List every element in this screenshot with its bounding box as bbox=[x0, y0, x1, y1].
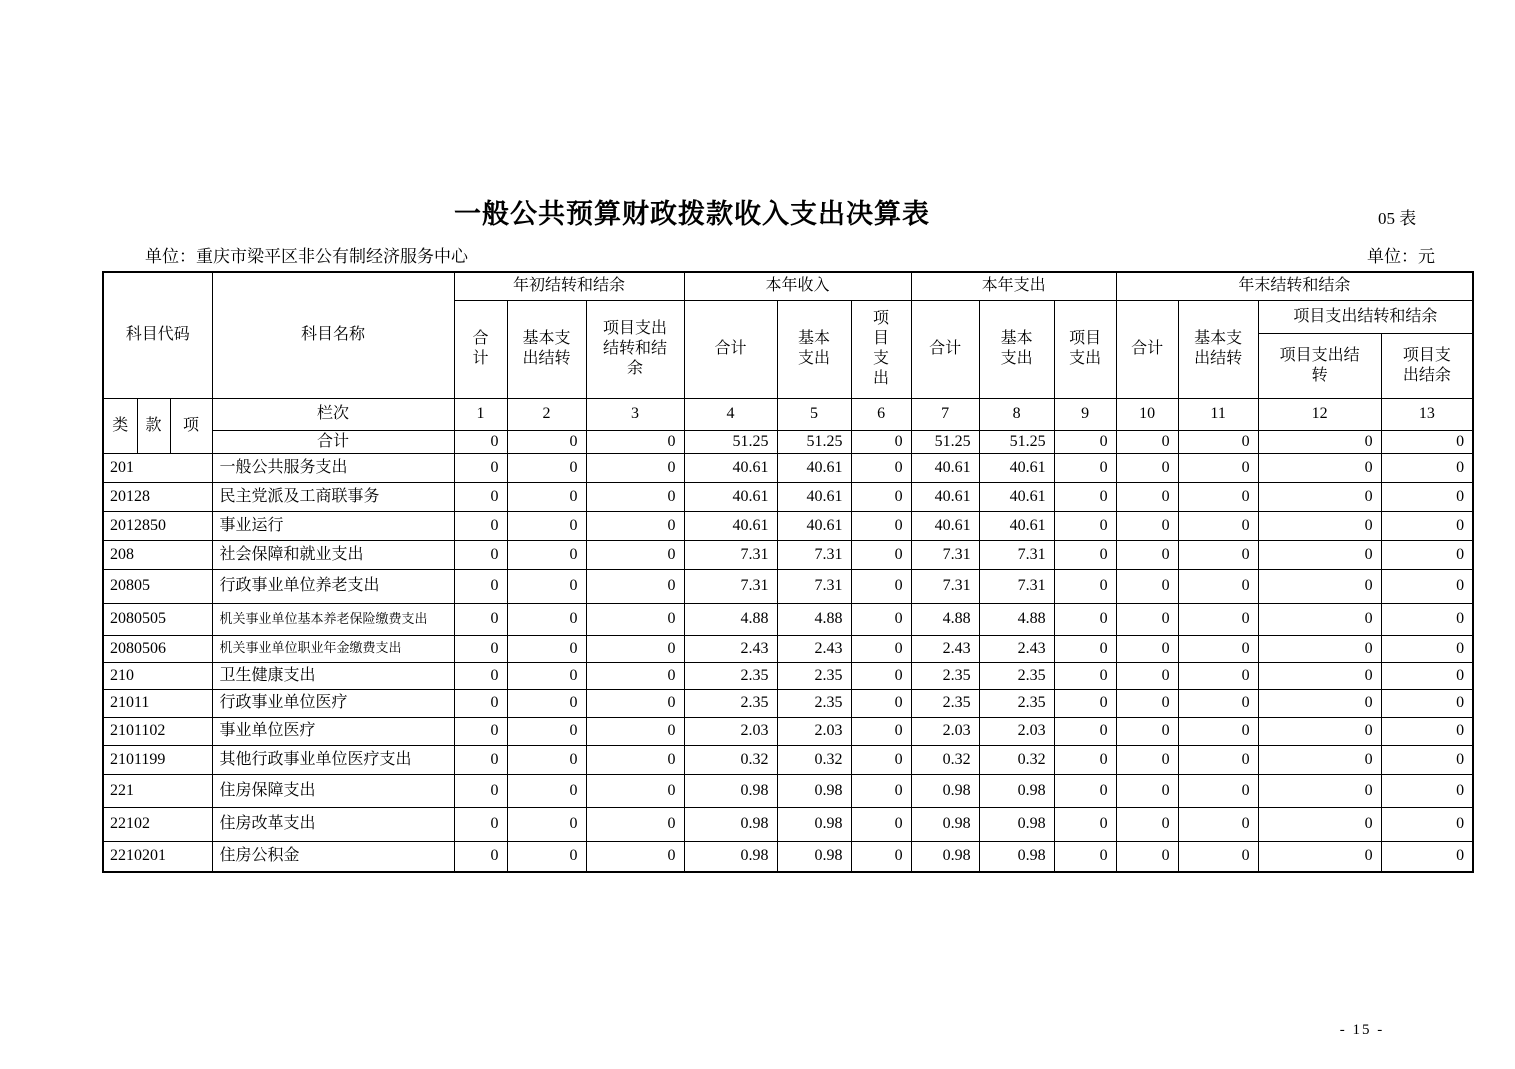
row-value: 0 bbox=[586, 662, 684, 689]
header-col-9-project: 项目支出 bbox=[1054, 300, 1116, 398]
row-value: 0.98 bbox=[979, 774, 1054, 807]
row-value: 0 bbox=[1054, 662, 1116, 689]
header-group-row bbox=[103, 272, 1473, 300]
row-value: 0 bbox=[507, 635, 586, 662]
table-body bbox=[103, 453, 1473, 872]
row-value: 0 bbox=[1116, 689, 1178, 717]
table-row bbox=[103, 717, 1473, 745]
header-col-4-total: 合计 bbox=[684, 300, 777, 398]
row-value: 0 bbox=[1178, 453, 1258, 482]
row-value: 0 bbox=[1381, 603, 1473, 635]
header-col-10-total: 合计 bbox=[1116, 300, 1178, 398]
row-value: 0 bbox=[454, 511, 507, 540]
row-value: 0.98 bbox=[979, 841, 1054, 872]
header-code-class: 类 bbox=[103, 398, 137, 453]
row-value: 7.31 bbox=[911, 569, 979, 603]
row-value: 0 bbox=[1258, 717, 1381, 745]
table-row bbox=[103, 662, 1473, 689]
row-value: 0 bbox=[586, 482, 684, 511]
row-name: 行政事业单位养老支出 bbox=[212, 569, 454, 603]
row-name: 住房保障支出 bbox=[212, 774, 454, 807]
row-value: 0 bbox=[454, 482, 507, 511]
header-col-3-project-carryover: 项目支出结转和结余 bbox=[586, 300, 684, 398]
row-value: 2.35 bbox=[777, 689, 851, 717]
row-value: 0 bbox=[1054, 717, 1116, 745]
row-value: 7.31 bbox=[979, 569, 1054, 603]
row-value: 0 bbox=[851, 689, 911, 717]
row-value: 0 bbox=[1381, 841, 1473, 872]
row-value: 0 bbox=[454, 689, 507, 717]
row-value: 0 bbox=[454, 774, 507, 807]
row-value: 0 bbox=[1054, 482, 1116, 511]
row-value: 0 bbox=[851, 717, 911, 745]
row-value: 0 bbox=[1178, 807, 1258, 841]
row-value: 0.98 bbox=[911, 774, 979, 807]
row-value: 0 bbox=[851, 482, 911, 511]
row-value: 0 bbox=[454, 569, 507, 603]
row-value: 2.43 bbox=[777, 635, 851, 662]
row-value: 7.31 bbox=[777, 569, 851, 603]
header-col-2-basic-carryover: 基本支出结转 bbox=[507, 300, 586, 398]
row-value: 0 bbox=[1258, 603, 1381, 635]
total-row-value: 51.25 bbox=[684, 430, 777, 453]
table-number: 05 表 bbox=[1378, 209, 1417, 228]
row-value: 0 bbox=[507, 569, 586, 603]
total-row-value: 0 bbox=[1054, 430, 1116, 453]
row-value: 0 bbox=[1178, 603, 1258, 635]
row-value: 0 bbox=[851, 841, 911, 872]
row-value: 0 bbox=[851, 635, 911, 662]
column-number: 6 bbox=[851, 398, 911, 430]
page-number: - 15 - bbox=[1339, 1022, 1385, 1038]
row-name: 住房公积金 bbox=[212, 841, 454, 872]
row-value: 0 bbox=[1116, 603, 1178, 635]
row-value: 0 bbox=[1381, 453, 1473, 482]
row-value: 7.31 bbox=[684, 540, 777, 569]
row-value: 0 bbox=[1116, 662, 1178, 689]
row-value: 0 bbox=[1054, 807, 1116, 841]
row-value: 0 bbox=[1381, 569, 1473, 603]
column-number: 12 bbox=[1258, 398, 1381, 430]
row-value: 7.31 bbox=[777, 540, 851, 569]
row-value: 40.61 bbox=[777, 453, 851, 482]
row-value: 2.35 bbox=[911, 662, 979, 689]
row-value: 0 bbox=[1178, 841, 1258, 872]
row-value: 0 bbox=[1258, 745, 1381, 774]
row-value: 2.35 bbox=[684, 662, 777, 689]
row-value: 40.61 bbox=[979, 453, 1054, 482]
table-row bbox=[103, 511, 1473, 540]
row-code: 20128 bbox=[103, 482, 212, 511]
row-value: 0 bbox=[454, 540, 507, 569]
row-value: 0 bbox=[454, 635, 507, 662]
row-value: 0 bbox=[851, 540, 911, 569]
row-value: 2.35 bbox=[911, 689, 979, 717]
total-row-value: 0 bbox=[851, 430, 911, 453]
total-row-value: 51.25 bbox=[911, 430, 979, 453]
row-value: 7.31 bbox=[684, 569, 777, 603]
page-title: 一般公共预算财政拨款收入支出决算表 bbox=[454, 199, 930, 229]
table-row bbox=[103, 540, 1473, 569]
total-row bbox=[103, 430, 1473, 453]
row-value: 0 bbox=[1178, 689, 1258, 717]
row-value: 0 bbox=[1054, 453, 1116, 482]
row-value: 0.98 bbox=[911, 807, 979, 841]
row-value: 2.03 bbox=[911, 717, 979, 745]
row-value: 0 bbox=[1258, 540, 1381, 569]
row-value: 0 bbox=[851, 511, 911, 540]
row-value: 0 bbox=[1258, 635, 1381, 662]
row-value: 7.31 bbox=[979, 540, 1054, 569]
row-value: 0 bbox=[586, 689, 684, 717]
header-group-beginning-balance: 年初结转和结余 bbox=[454, 272, 684, 300]
row-value: 4.88 bbox=[911, 603, 979, 635]
row-value: 2.35 bbox=[777, 662, 851, 689]
row-value: 0 bbox=[507, 662, 586, 689]
table-row bbox=[103, 635, 1473, 662]
row-value: 2.35 bbox=[684, 689, 777, 717]
row-value: 0 bbox=[1381, 635, 1473, 662]
row-value: 0 bbox=[1381, 745, 1473, 774]
row-value: 0 bbox=[1178, 717, 1258, 745]
table-row bbox=[103, 482, 1473, 511]
row-value: 0.98 bbox=[777, 807, 851, 841]
row-name: 社会保障和就业支出 bbox=[212, 540, 454, 569]
row-value: 0 bbox=[1054, 774, 1116, 807]
table-row bbox=[103, 745, 1473, 774]
row-name: 行政事业单位医疗 bbox=[212, 689, 454, 717]
row-value: 0 bbox=[1116, 841, 1178, 872]
row-value: 4.88 bbox=[777, 603, 851, 635]
row-value: 0 bbox=[586, 774, 684, 807]
row-value: 0 bbox=[1381, 717, 1473, 745]
row-code: 221 bbox=[103, 774, 212, 807]
row-value: 2.43 bbox=[684, 635, 777, 662]
row-value: 40.61 bbox=[684, 511, 777, 540]
header-subject-code: 科目代码 bbox=[103, 272, 212, 398]
row-value: 0 bbox=[1178, 745, 1258, 774]
row-value: 0 bbox=[586, 807, 684, 841]
row-code: 22102 bbox=[103, 807, 212, 841]
row-value: 0 bbox=[507, 540, 586, 569]
row-value: 0 bbox=[454, 745, 507, 774]
row-value: 0 bbox=[1381, 662, 1473, 689]
row-value: 0 bbox=[507, 453, 586, 482]
row-code: 21011 bbox=[103, 689, 212, 717]
row-value: 0 bbox=[1258, 841, 1381, 872]
row-value: 0 bbox=[1381, 689, 1473, 717]
row-value: 0 bbox=[1116, 482, 1178, 511]
row-value: 0 bbox=[1054, 635, 1116, 662]
row-code: 2080505 bbox=[103, 603, 212, 635]
row-value: 0 bbox=[1178, 540, 1258, 569]
header-group-current-expenditure: 本年支出 bbox=[911, 272, 1116, 300]
row-value: 0 bbox=[454, 453, 507, 482]
row-value: 40.61 bbox=[979, 482, 1054, 511]
row-value: 2.03 bbox=[777, 717, 851, 745]
total-row-value: 0 bbox=[1381, 430, 1473, 453]
row-value: 2.35 bbox=[979, 662, 1054, 689]
row-value: 0 bbox=[1178, 511, 1258, 540]
header-subgroup-project-carryover: 项目支出结转和结余 bbox=[1258, 300, 1473, 333]
column-number: 3 bbox=[586, 398, 684, 430]
row-value: 40.61 bbox=[979, 511, 1054, 540]
row-code: 20805 bbox=[103, 569, 212, 603]
row-value: 0 bbox=[1054, 511, 1116, 540]
row-value: 0 bbox=[1178, 635, 1258, 662]
row-value: 0 bbox=[1381, 511, 1473, 540]
row-value: 0 bbox=[1054, 745, 1116, 774]
row-name: 卫生健康支出 bbox=[212, 662, 454, 689]
row-value: 0.98 bbox=[684, 774, 777, 807]
total-row-value: 0 bbox=[1116, 430, 1178, 453]
table-row bbox=[103, 603, 1473, 635]
row-value: 0 bbox=[507, 745, 586, 774]
row-value: 2.35 bbox=[979, 689, 1054, 717]
row-name: 一般公共服务支出 bbox=[212, 453, 454, 482]
header-col-7-total: 合计 bbox=[911, 300, 979, 398]
row-value: 40.61 bbox=[911, 453, 979, 482]
row-value: 0 bbox=[1054, 841, 1116, 872]
row-value: 0 bbox=[1054, 540, 1116, 569]
row-value: 2.43 bbox=[911, 635, 979, 662]
row-value: 0 bbox=[1258, 662, 1381, 689]
row-code: 2080506 bbox=[103, 635, 212, 662]
row-value: 0 bbox=[1116, 807, 1178, 841]
column-number: 7 bbox=[911, 398, 979, 430]
column-number: 13 bbox=[1381, 398, 1473, 430]
row-value: 0.98 bbox=[684, 807, 777, 841]
row-value: 0 bbox=[851, 774, 911, 807]
total-row-value: 0 bbox=[1178, 430, 1258, 453]
budget-table bbox=[102, 271, 1474, 873]
row-value: 0 bbox=[507, 689, 586, 717]
header-col-11-basic-carryover: 基本支出结转 bbox=[1178, 300, 1258, 398]
row-value: 40.61 bbox=[911, 482, 979, 511]
row-value: 0 bbox=[454, 841, 507, 872]
row-code: 2101102 bbox=[103, 717, 212, 745]
column-number: 8 bbox=[979, 398, 1054, 430]
unit-currency: 单位：元 bbox=[1367, 247, 1435, 266]
row-value: 0 bbox=[586, 603, 684, 635]
row-value: 0.98 bbox=[979, 807, 1054, 841]
row-value: 0 bbox=[507, 603, 586, 635]
row-name: 民主党派及工商联事务 bbox=[212, 482, 454, 511]
column-number: 10 bbox=[1116, 398, 1178, 430]
row-value: 0 bbox=[1116, 540, 1178, 569]
column-row-label: 栏次 bbox=[212, 398, 454, 430]
row-value: 0 bbox=[1381, 482, 1473, 511]
row-value: 0 bbox=[851, 662, 911, 689]
row-value: 0 bbox=[586, 745, 684, 774]
row-value: 40.61 bbox=[684, 453, 777, 482]
row-name: 住房改革支出 bbox=[212, 807, 454, 841]
row-value: 0 bbox=[1258, 569, 1381, 603]
column-number: 2 bbox=[507, 398, 586, 430]
row-value: 0.32 bbox=[684, 745, 777, 774]
row-value: 0 bbox=[1381, 807, 1473, 841]
row-value: 0 bbox=[851, 807, 911, 841]
row-value: 0 bbox=[1116, 569, 1178, 603]
row-value: 0 bbox=[1258, 482, 1381, 511]
row-value: 0.98 bbox=[777, 841, 851, 872]
row-value: 0 bbox=[507, 511, 586, 540]
column-number: 5 bbox=[777, 398, 851, 430]
row-value: 40.61 bbox=[911, 511, 979, 540]
row-value: 0.98 bbox=[777, 774, 851, 807]
total-row-value: 0 bbox=[586, 430, 684, 453]
row-value: 0 bbox=[507, 482, 586, 511]
table-row bbox=[103, 689, 1473, 717]
row-value: 0 bbox=[454, 662, 507, 689]
row-value: 0 bbox=[1054, 603, 1116, 635]
row-value: 40.61 bbox=[777, 511, 851, 540]
row-code: 2210201 bbox=[103, 841, 212, 872]
header-col-1-total: 合计 bbox=[454, 300, 507, 398]
row-value: 0 bbox=[454, 603, 507, 635]
row-value: 0 bbox=[507, 807, 586, 841]
row-value: 0 bbox=[1258, 807, 1381, 841]
column-number: 4 bbox=[684, 398, 777, 430]
row-code: 201 bbox=[103, 453, 212, 482]
row-value: 4.88 bbox=[979, 603, 1054, 635]
row-value: 0 bbox=[586, 717, 684, 745]
row-value: 0 bbox=[851, 569, 911, 603]
header-col-5-basic: 基本支出 bbox=[777, 300, 851, 398]
row-value: 0 bbox=[1116, 745, 1178, 774]
row-code: 210 bbox=[103, 662, 212, 689]
row-value: 0 bbox=[586, 453, 684, 482]
total-row-label: 合计 bbox=[212, 430, 454, 453]
row-value: 0 bbox=[851, 745, 911, 774]
row-value: 0 bbox=[1381, 540, 1473, 569]
row-value: 4.88 bbox=[684, 603, 777, 635]
row-value: 0 bbox=[1116, 717, 1178, 745]
row-value: 0 bbox=[586, 540, 684, 569]
row-value: 0 bbox=[1178, 662, 1258, 689]
header-col-13-project-balance: 项目支出结余 bbox=[1381, 333, 1473, 398]
row-value: 0 bbox=[1116, 453, 1178, 482]
column-number: 1 bbox=[454, 398, 507, 430]
row-value: 2.03 bbox=[684, 717, 777, 745]
total-row-value: 0 bbox=[1258, 430, 1381, 453]
row-value: 0 bbox=[851, 453, 911, 482]
row-name: 事业单位医疗 bbox=[212, 717, 454, 745]
total-row-value: 0 bbox=[507, 430, 586, 453]
table-row bbox=[103, 453, 1473, 482]
row-name: 事业运行 bbox=[212, 511, 454, 540]
row-value: 40.61 bbox=[777, 482, 851, 511]
row-code: 2101199 bbox=[103, 745, 212, 774]
row-value: 0.32 bbox=[777, 745, 851, 774]
row-value: 0 bbox=[1054, 569, 1116, 603]
row-value: 2.03 bbox=[979, 717, 1054, 745]
row-value: 0 bbox=[1116, 774, 1178, 807]
table-row bbox=[103, 841, 1473, 872]
row-name: 其他行政事业单位医疗支出 bbox=[212, 745, 454, 774]
header-col-12-project-carryover: 项目支出结转 bbox=[1258, 333, 1381, 398]
row-code: 2012850 bbox=[103, 511, 212, 540]
row-value: 0 bbox=[1258, 453, 1381, 482]
row-value: 0 bbox=[586, 635, 684, 662]
table-row bbox=[103, 774, 1473, 807]
row-name: 机关事业单位职业年金缴费支出 bbox=[212, 635, 454, 662]
row-value: 0 bbox=[1116, 511, 1178, 540]
row-value: 0 bbox=[586, 841, 684, 872]
row-value: 0 bbox=[1258, 689, 1381, 717]
row-value: 0 bbox=[1054, 689, 1116, 717]
header-subject-name: 科目名称 bbox=[212, 272, 454, 398]
header-group-current-income: 本年收入 bbox=[684, 272, 911, 300]
row-value: 0 bbox=[586, 569, 684, 603]
row-value: 40.61 bbox=[684, 482, 777, 511]
row-code: 208 bbox=[103, 540, 212, 569]
header-col-8-basic: 基本支出 bbox=[979, 300, 1054, 398]
total-row-value: 51.25 bbox=[777, 430, 851, 453]
row-value: 0 bbox=[1381, 774, 1473, 807]
row-value: 0.32 bbox=[911, 745, 979, 774]
row-value: 0 bbox=[1258, 774, 1381, 807]
row-name: 机关事业单位基本养老保险缴费支出 bbox=[212, 603, 454, 635]
row-value: 0 bbox=[454, 807, 507, 841]
row-value: 0 bbox=[1178, 774, 1258, 807]
column-number: 11 bbox=[1178, 398, 1258, 430]
total-row-value: 51.25 bbox=[979, 430, 1054, 453]
row-value: 0 bbox=[1178, 482, 1258, 511]
row-value: 0 bbox=[586, 511, 684, 540]
row-value: 2.43 bbox=[979, 635, 1054, 662]
unit-name: 单位：重庆市梁平区非公有制经济服务中心 bbox=[145, 247, 468, 266]
row-value: 0 bbox=[1178, 569, 1258, 603]
row-value: 0.98 bbox=[911, 841, 979, 872]
header-code-item: 项 bbox=[170, 398, 212, 453]
header-code-section: 款 bbox=[137, 398, 170, 453]
row-value: 7.31 bbox=[911, 540, 979, 569]
row-value: 0 bbox=[454, 717, 507, 745]
row-value: 0.98 bbox=[684, 841, 777, 872]
row-value: 0.32 bbox=[979, 745, 1054, 774]
header-group-yearend-balance: 年末结转和结余 bbox=[1116, 272, 1473, 300]
row-value: 0 bbox=[1116, 635, 1178, 662]
row-value: 0 bbox=[507, 717, 586, 745]
row-value: 0 bbox=[851, 603, 911, 635]
row-value: 0 bbox=[1258, 511, 1381, 540]
row-value: 0 bbox=[507, 841, 586, 872]
column-number-row bbox=[103, 398, 1473, 430]
table-row bbox=[103, 569, 1473, 603]
header-col-6-project: 项目支出 bbox=[851, 300, 911, 398]
table-row bbox=[103, 807, 1473, 841]
column-number: 9 bbox=[1054, 398, 1116, 430]
row-value: 0 bbox=[507, 774, 586, 807]
total-row-value: 0 bbox=[454, 430, 507, 453]
